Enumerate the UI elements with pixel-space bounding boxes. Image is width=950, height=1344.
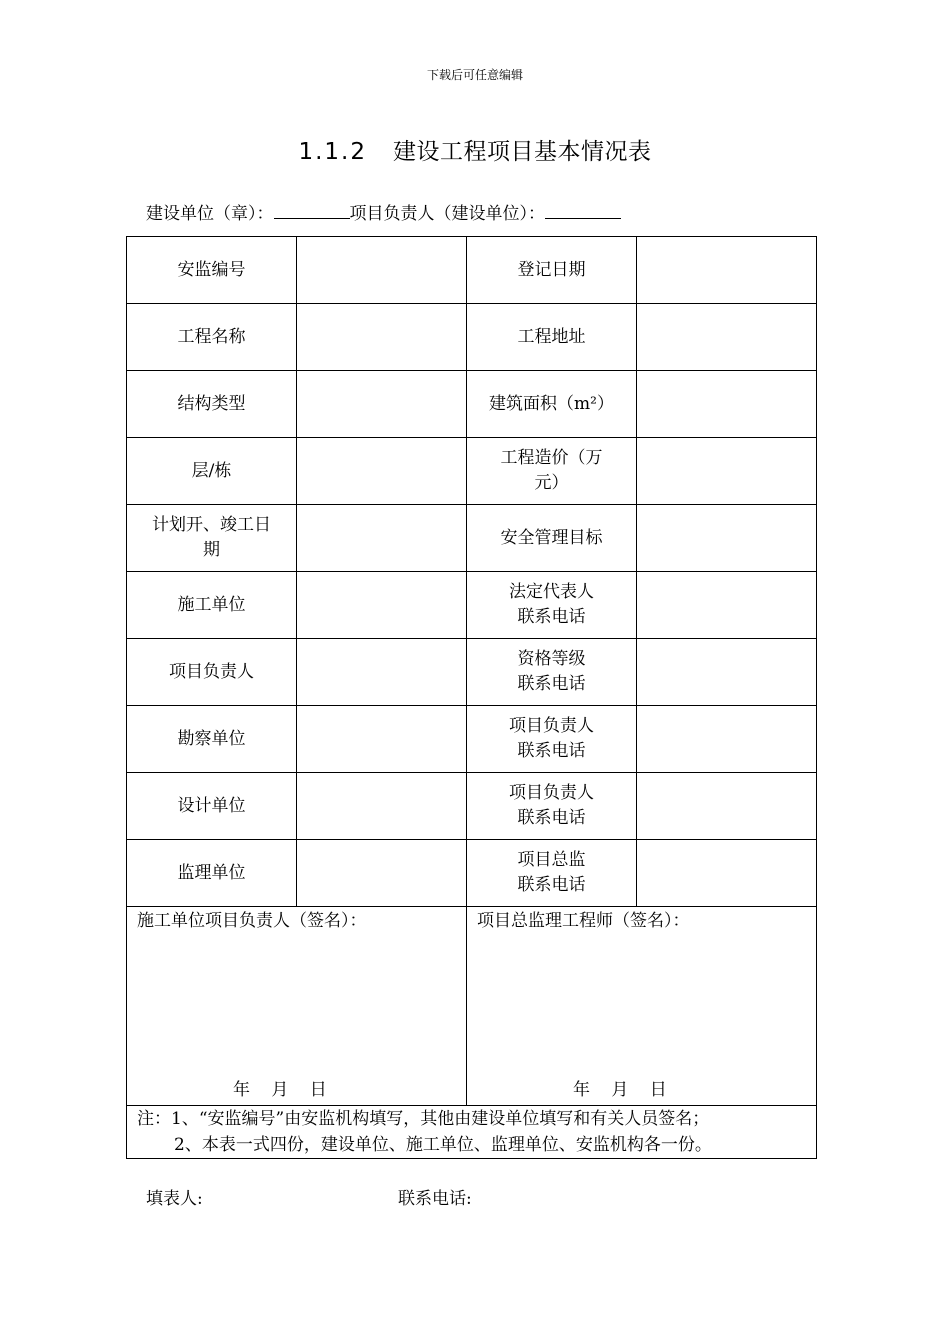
value-cell[interactable] xyxy=(297,773,467,840)
value-cell[interactable] xyxy=(297,572,467,639)
notes-cell xyxy=(127,1106,817,1159)
label-line: 法定代表人 xyxy=(509,582,594,602)
title-text: 建设工程项目基本情况表 xyxy=(393,139,652,165)
table-row xyxy=(127,438,817,505)
construction-unit-label: 建设单位（章）： xyxy=(146,204,274,224)
label-cell xyxy=(467,438,637,505)
table-row xyxy=(127,773,817,840)
footer-fields xyxy=(146,1184,472,1209)
label-cell xyxy=(467,706,637,773)
value-cell[interactable] xyxy=(637,572,817,639)
project-manager-label: 项目负责人（建设单位）： xyxy=(349,204,545,224)
value-cell[interactable] xyxy=(637,773,817,840)
label-cell: 安监编号 xyxy=(127,237,297,304)
label-cell: 安全管理目标 xyxy=(467,505,637,572)
label-cell: 工程地址 xyxy=(467,304,637,371)
label-line: 资格等级 xyxy=(517,649,586,669)
table-row xyxy=(127,505,817,572)
label-line: 项目负责人 xyxy=(509,783,594,803)
contractor-signature-cell[interactable] xyxy=(127,907,467,1106)
value-cell[interactable] xyxy=(297,706,467,773)
label-cell: 勘察单位 xyxy=(127,706,297,773)
label-cell: 结构类型 xyxy=(127,371,297,438)
note-line-2: 2、本表一式四份，建设单位、施工单位、监理单位、安监机构各一份。 xyxy=(174,1135,712,1155)
label-line: 元） xyxy=(534,473,569,493)
label-line: 联系电话 xyxy=(517,741,586,761)
project-info-table xyxy=(126,236,817,1159)
value-cell[interactable] xyxy=(297,840,467,907)
table-row xyxy=(127,304,817,371)
value-cell[interactable] xyxy=(297,237,467,304)
notes-row xyxy=(127,1106,817,1159)
filler-label: 填表人: xyxy=(146,1189,203,1209)
table-row xyxy=(127,371,817,438)
value-cell[interactable] xyxy=(637,371,817,438)
label-cell xyxy=(467,639,637,706)
contact-phone-label: 联系电话: xyxy=(398,1189,472,1209)
supervisor-signature-cell[interactable] xyxy=(467,907,817,1106)
value-cell[interactable] xyxy=(297,438,467,505)
table-row xyxy=(127,706,817,773)
label-cell: 层/栋 xyxy=(127,438,297,505)
title-number: 1.1.2 xyxy=(298,139,368,165)
contractor-signature-label: 施工单位项目负责人（签名）： xyxy=(137,911,367,931)
label-line: 联系电话 xyxy=(517,808,586,828)
value-cell[interactable] xyxy=(637,706,817,773)
label-cell: 设计单位 xyxy=(127,773,297,840)
label-cell: 工程名称 xyxy=(127,304,297,371)
label-line: 联系电话 xyxy=(517,875,586,895)
label-cell xyxy=(127,505,297,572)
contractor-signature-date: 年 月 日 xyxy=(233,1080,327,1100)
project-manager-blank[interactable] xyxy=(545,204,621,219)
label-line: 工程造价（万 xyxy=(500,448,603,468)
table-row xyxy=(127,572,817,639)
label-cell xyxy=(467,840,637,907)
header-fields xyxy=(146,199,621,224)
value-cell[interactable] xyxy=(637,304,817,371)
value-cell[interactable] xyxy=(637,639,817,706)
label-cell xyxy=(467,773,637,840)
table-row xyxy=(127,237,817,304)
value-cell[interactable] xyxy=(637,840,817,907)
label-cell: 监理单位 xyxy=(127,840,297,907)
page-title xyxy=(0,133,950,166)
label-line: 联系电话 xyxy=(517,607,586,627)
label-cell: 建筑面积（m²） xyxy=(467,371,637,438)
label-line: 计划开、竣工日 xyxy=(152,515,271,535)
value-cell[interactable] xyxy=(297,505,467,572)
value-cell[interactable] xyxy=(297,304,467,371)
value-cell[interactable] xyxy=(637,237,817,304)
supervisor-signature-label: 项目总监理工程师（签名）： xyxy=(477,911,690,931)
table-row xyxy=(127,840,817,907)
label-cell xyxy=(467,572,637,639)
value-cell[interactable] xyxy=(637,505,817,572)
signature-row xyxy=(127,907,817,1106)
header-note: 下载后可任意编辑 xyxy=(426,68,523,82)
construction-unit-blank[interactable] xyxy=(274,204,350,219)
label-line: 项目总监 xyxy=(517,850,586,870)
value-cell[interactable] xyxy=(637,438,817,505)
value-cell[interactable] xyxy=(297,639,467,706)
label-cell: 登记日期 xyxy=(467,237,637,304)
label-line: 期 xyxy=(203,540,220,560)
label-cell: 施工单位 xyxy=(127,572,297,639)
label-cell: 项目负责人 xyxy=(127,639,297,706)
label-line: 联系电话 xyxy=(517,674,586,694)
label-line: 项目负责人 xyxy=(509,716,594,736)
note-line-1: 注：1、“安监编号”由安监机构填写，其他由建设单位填写和有关人员签名； xyxy=(137,1109,710,1129)
table-row xyxy=(127,639,817,706)
value-cell[interactable] xyxy=(297,371,467,438)
supervisor-signature-date: 年 月 日 xyxy=(573,1080,667,1100)
